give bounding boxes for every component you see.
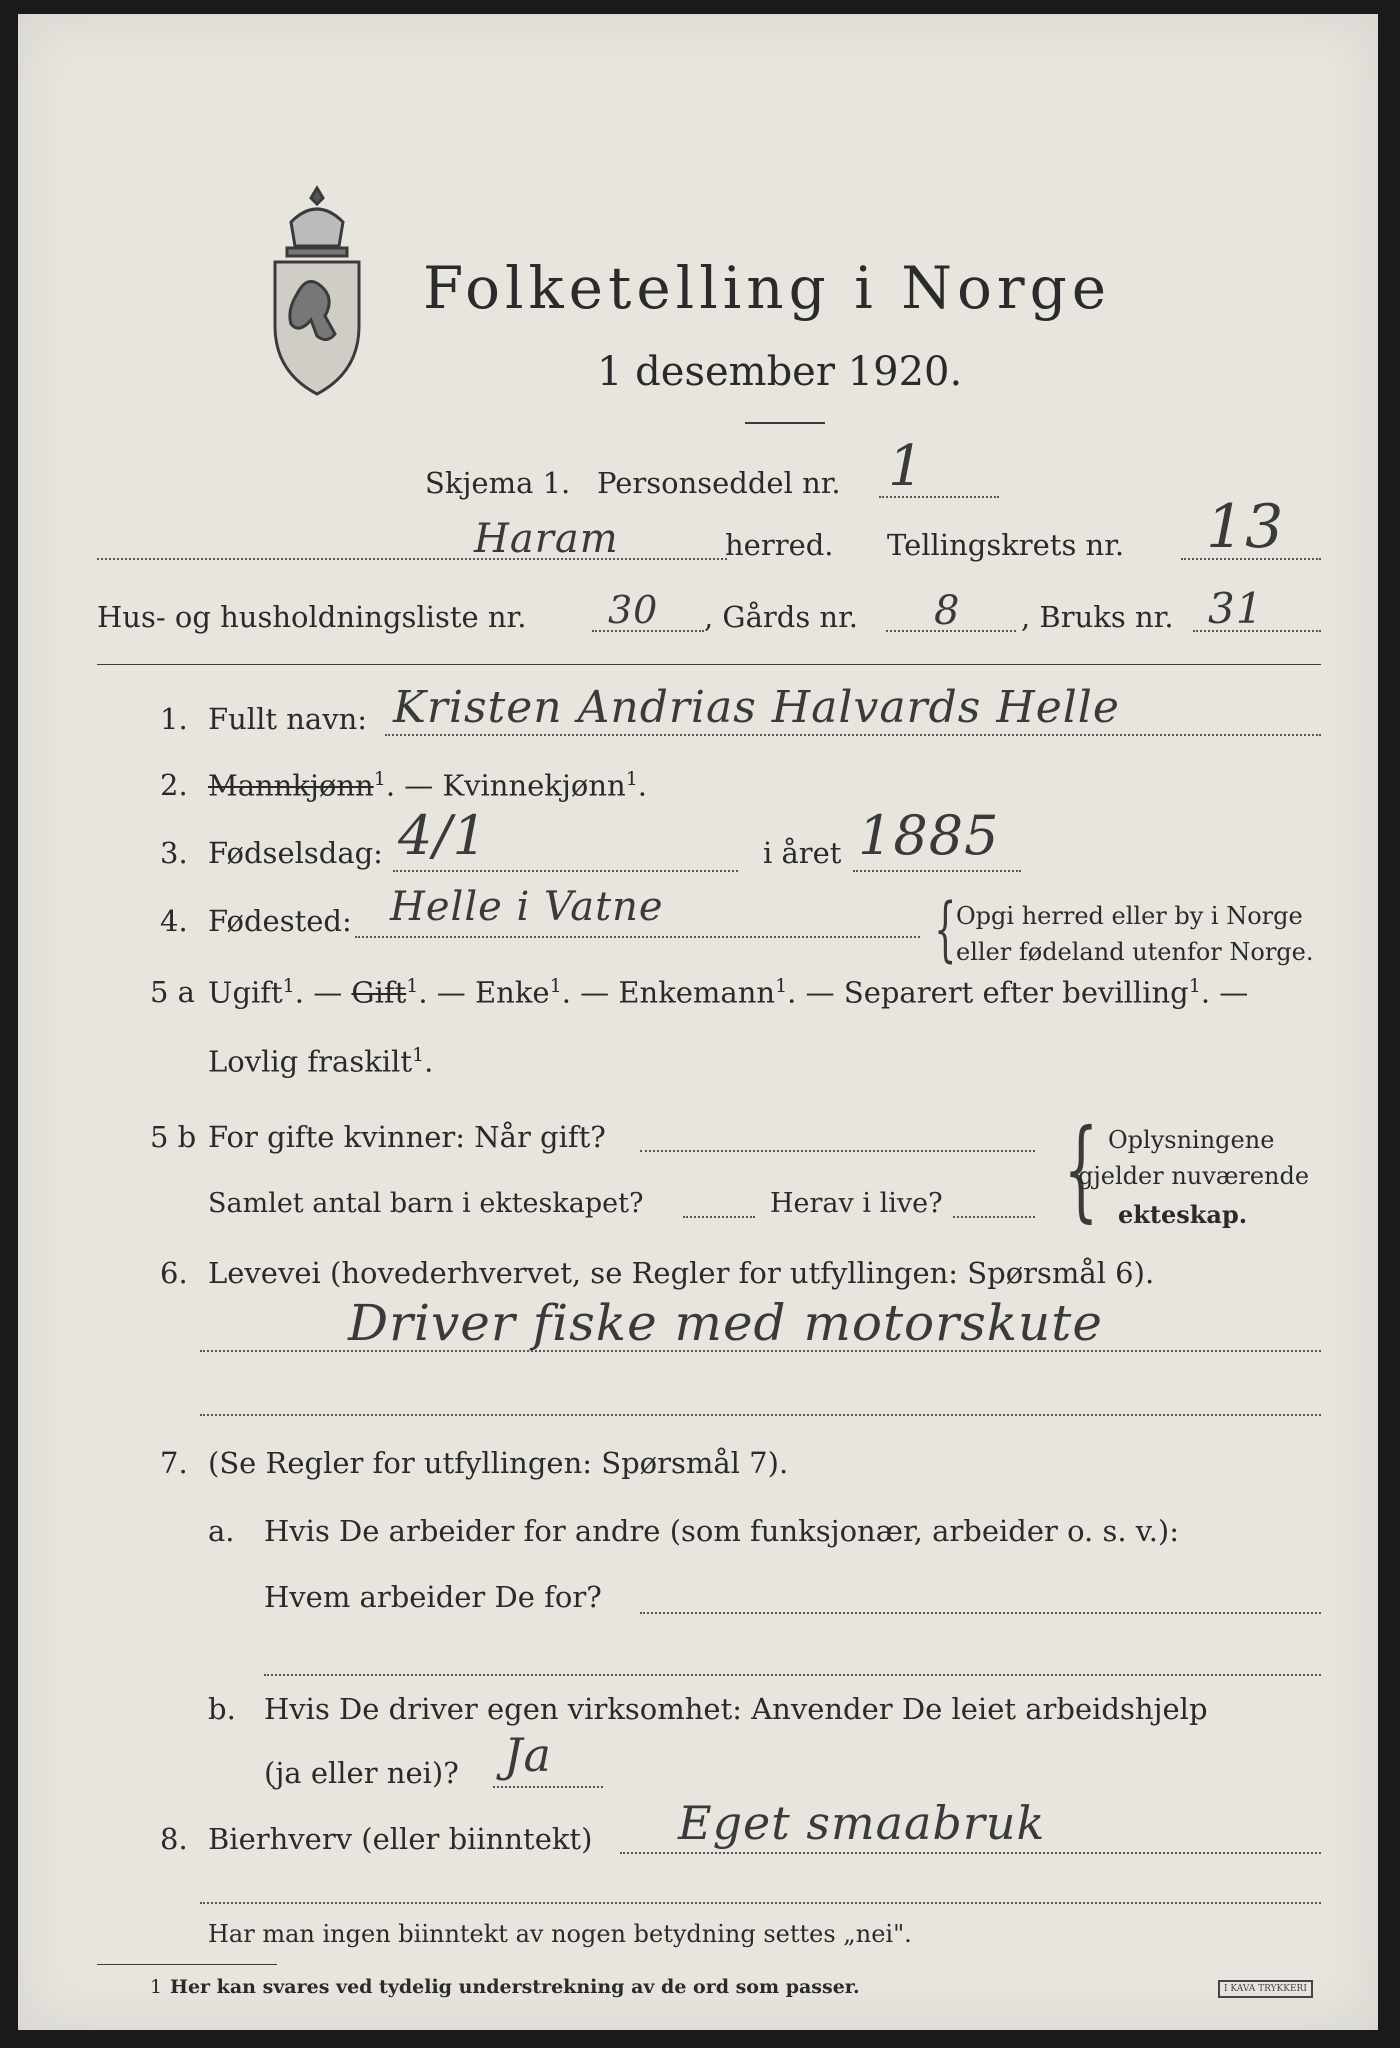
norway-coat-of-arms-icon xyxy=(261,182,373,404)
q5b-when-married-label: For gifte kvinner: Når gift? xyxy=(208,1120,606,1154)
q5b-number: 5 b xyxy=(150,1120,197,1154)
q2-text xyxy=(208,768,647,803)
q3-label: Fødselsdag: xyxy=(208,836,383,870)
q5a-dash-3: . — xyxy=(561,975,610,1010)
herred-label: herred. xyxy=(725,528,834,562)
q6-value: Driver fiske med motorskute xyxy=(348,1294,1103,1352)
q2-female: . — Kvinnekjønn xyxy=(385,768,626,803)
husholdningsliste-label: Hus- og husholdningsliste nr. xyxy=(97,600,527,634)
page-title: Folketelling i Norge xyxy=(423,254,1112,322)
q7b-line1: Hvis De driver egen virksomhet: Anvender De leiet arbeidshjelp xyxy=(264,1692,1208,1726)
q5a-ugift: Ugift xyxy=(208,975,283,1010)
husholdningsliste-value: 30 xyxy=(608,588,659,632)
q2-number: 2. xyxy=(160,768,188,802)
q5a-dash-2: . — xyxy=(418,975,466,1010)
q5a-sup-separert: 1 xyxy=(1188,975,1201,997)
gards-label: , Gårds nr. xyxy=(704,600,858,634)
q3-day-line xyxy=(393,870,738,872)
personseddel-value: 1 xyxy=(888,434,925,499)
q5a-sup-enkemann: 1 xyxy=(775,975,788,997)
q4-line xyxy=(355,936,920,938)
q5a-sup-ugift: 1 xyxy=(282,975,295,997)
q7a-answer-line-1 xyxy=(640,1612,1321,1614)
footnote-mark: 1 xyxy=(150,1976,163,1998)
q8-line xyxy=(620,1852,1321,1854)
q5a-dash-4: . — xyxy=(787,975,835,1010)
q7b-value: Ja xyxy=(504,1728,552,1782)
bruks-value: 31 xyxy=(1208,584,1264,633)
footnote-divider xyxy=(97,1964,277,1965)
q7b-letter: b. xyxy=(208,1692,236,1726)
q5b-note-line3: ekteskap. xyxy=(1118,1200,1248,1229)
q5b-brace: { xyxy=(1063,1105,1099,1233)
q5b-when-married-line xyxy=(640,1150,1035,1152)
q1-number: 1. xyxy=(160,702,188,736)
q7-number: 7. xyxy=(160,1446,188,1480)
q1-value: Kristen Andrias Halvards Helle xyxy=(393,682,1120,733)
herred-line xyxy=(97,558,727,560)
q4-value: Helle i Vatne xyxy=(390,884,664,930)
q5b-note-line1: Oplysningene xyxy=(1108,1126,1275,1154)
q7a-line1: Hvis De arbeider for andre (som funksjonær, arbeider o. s. v.): xyxy=(264,1514,1180,1548)
schema-label: Skjema 1. xyxy=(425,466,571,500)
q5a-dash-1: . — xyxy=(294,975,343,1010)
herred-value: Haram xyxy=(474,516,619,562)
q5a-lovlig-line xyxy=(208,1044,433,1079)
q8-label: Bierhverv (eller biinntekt) xyxy=(208,1822,593,1856)
q4-brace: { xyxy=(934,888,957,970)
q5b-alive-line xyxy=(953,1216,1035,1218)
census-form xyxy=(18,14,1378,2030)
q5a-options xyxy=(208,975,1248,1010)
q8-line-2 xyxy=(200,1902,1321,1904)
tellingskrets-value: 13 xyxy=(1206,492,1285,562)
q7a-letter: a. xyxy=(208,1514,235,1548)
q8-note: Har man ingen biinntekt av nogen betydning settes „nei". xyxy=(208,1920,912,1948)
q5b-children-line xyxy=(683,1216,755,1218)
header-divider xyxy=(97,664,1321,665)
q3-year-line xyxy=(853,870,1021,872)
q5a-dash-5: . — xyxy=(1200,975,1249,1010)
q3-year-value: 1885 xyxy=(858,804,1000,867)
q5b-alive-label: Herav i live? xyxy=(770,1188,943,1219)
q6-line-2 xyxy=(200,1414,1321,1416)
q5a-separert: Separert efter bevilling xyxy=(843,975,1189,1010)
q5a-sup-gift: 1 xyxy=(406,975,419,997)
census-date: 1 desember 1920. xyxy=(597,349,963,395)
q6-number: 6. xyxy=(160,1256,188,1290)
footnote-text: Her kan svares ved tydelig understrekning av de ord som passer. xyxy=(170,1976,860,1998)
q5a-number: 5 a xyxy=(150,975,195,1009)
q5a-enkemann: Enkemann xyxy=(618,975,776,1010)
q7b-answer-line xyxy=(493,1786,603,1788)
printer-stamp: I KAVA TRYKKERI xyxy=(1218,1980,1313,1998)
q8-number: 8. xyxy=(160,1822,188,1856)
title-divider xyxy=(745,422,825,424)
q5a-sup-lovlig: 1 xyxy=(411,1044,425,1066)
q2-end: . xyxy=(637,768,647,803)
q2-sup-male: 1 xyxy=(373,768,386,790)
q2-male: Mannkjønn xyxy=(208,768,374,803)
q1-line xyxy=(385,734,1321,736)
q8-value: Eget smaabruk xyxy=(678,1796,1046,1850)
q5a-gift: Gift xyxy=(351,975,407,1010)
q7a-line2: Hvem arbeider De for? xyxy=(264,1580,602,1614)
q4-label: Fødested: xyxy=(208,904,352,938)
q4-note-line2: eller fødeland utenfor Norge. xyxy=(956,938,1314,966)
q2-sup-female: 1 xyxy=(625,768,638,790)
q6-label: Levevei (hovederhvervet, se Regler for utfyllingen: Spørsmål 6). xyxy=(208,1256,1155,1290)
gards-value: 8 xyxy=(934,588,961,634)
q4-number: 4. xyxy=(160,904,188,938)
q5a-enke: Enke xyxy=(475,975,550,1010)
q4-note-line1: Opgi herred eller by i Norge xyxy=(956,902,1303,930)
q5a-end: . xyxy=(424,1044,434,1079)
personseddel-label: Personseddel nr. xyxy=(597,466,841,500)
q3-number: 3. xyxy=(160,836,188,870)
q1-label: Fullt navn: xyxy=(208,702,368,736)
q3-day-value: 4/1 xyxy=(398,804,488,867)
q3-year-label: i året xyxy=(763,836,842,870)
q7a-answer-line-2 xyxy=(264,1674,1321,1676)
tellingskrets-label: Tellingskrets nr. xyxy=(887,528,1125,562)
q5a-lovlig: Lovlig fraskilt xyxy=(208,1044,412,1079)
q7b-line2: (ja eller nei)? xyxy=(264,1756,459,1790)
q7-label: (Se Regler for utfyllingen: Spørsmål 7). xyxy=(208,1446,789,1480)
q5a-sup-enke: 1 xyxy=(549,975,562,997)
bruks-label: , Bruks nr. xyxy=(1021,600,1174,634)
q5b-note-line2: gjelder nuværende xyxy=(1078,1162,1310,1190)
q5b-children-label: Samlet antal barn i ekteskapet? xyxy=(208,1188,644,1219)
